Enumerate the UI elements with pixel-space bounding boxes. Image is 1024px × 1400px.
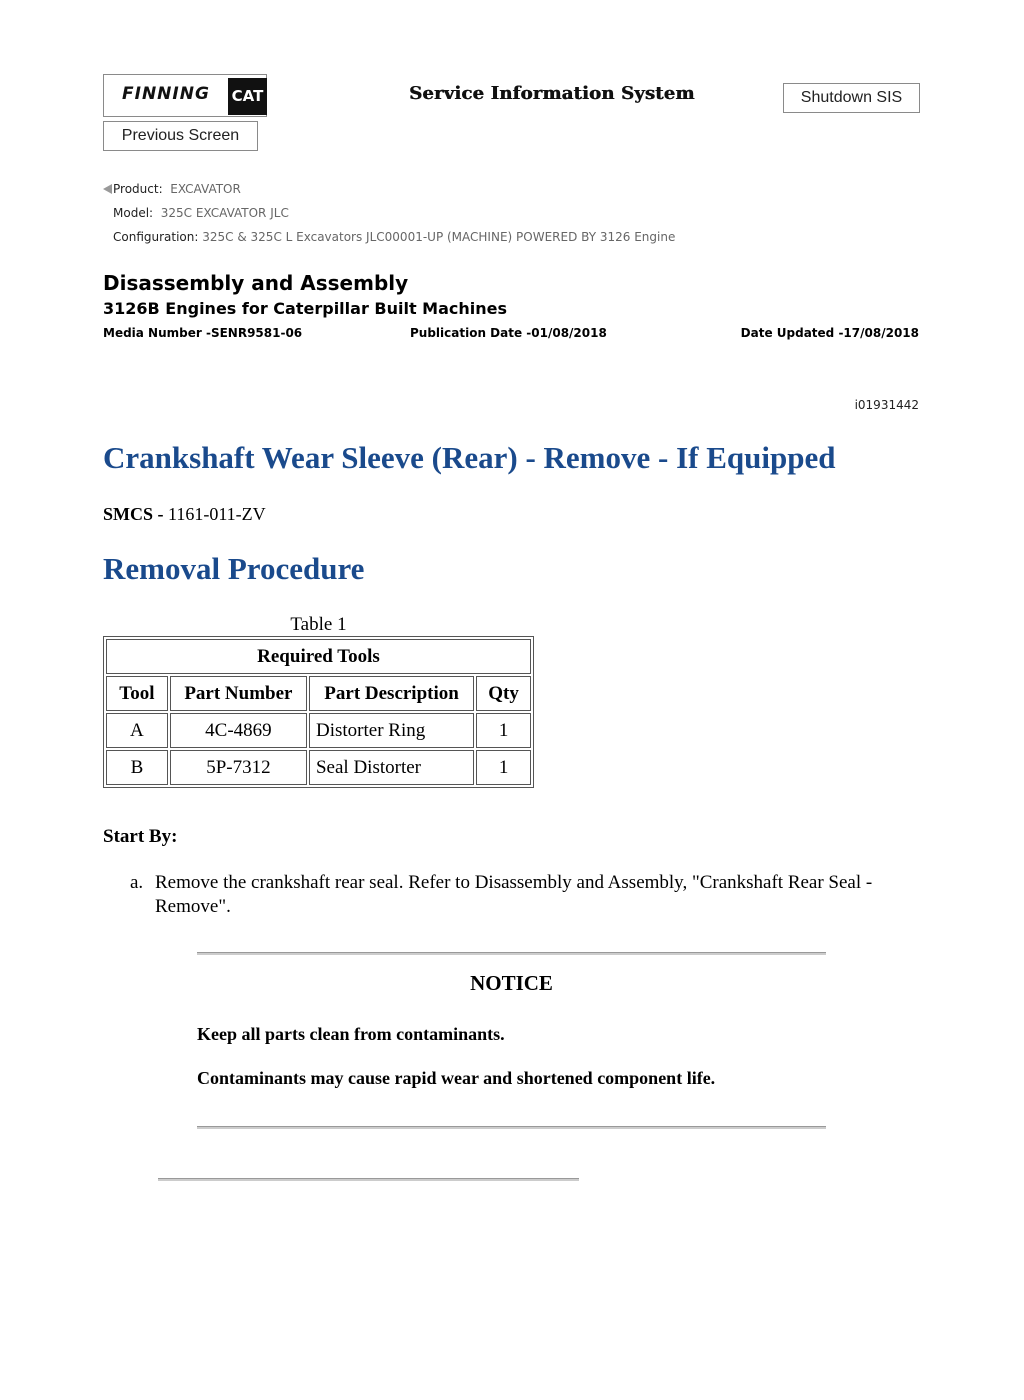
- end-divider: [158, 1178, 579, 1181]
- notice-top-divider: [197, 952, 826, 955]
- column-header: Qty: [476, 676, 531, 711]
- table-header-row: [106, 676, 531, 711]
- required-tools-table: [103, 636, 534, 788]
- table-cell: 5P-7312: [170, 750, 307, 785]
- shutdown-sis-button[interactable]: Shutdown SIS: [783, 83, 920, 113]
- article-heading: Crankshaft Wear Sleeve (Rear) - Remove - If Equipped: [103, 440, 836, 475]
- finning-cat-logo: [103, 74, 267, 117]
- product-label: Product:: [113, 182, 163, 196]
- table-cell: B: [106, 750, 168, 785]
- table-cell: Distorter Ring: [309, 713, 474, 748]
- column-header: Tool: [106, 676, 168, 711]
- finning-logo-text: FINNING: [122, 84, 210, 104]
- section-heading: Removal Procedure: [103, 551, 365, 586]
- table-caption: Table 1: [290, 614, 347, 635]
- list-item: [130, 871, 900, 919]
- model-value: 325C EXCAVATOR JLC: [160, 206, 289, 220]
- start-by-label: Start By:: [103, 826, 178, 847]
- table-row: [106, 750, 531, 785]
- table-cell: 1: [476, 750, 531, 785]
- model-label: Model:: [113, 206, 154, 220]
- smcs-code: [103, 504, 266, 525]
- step-text: Remove the crankshaft rear seal. Refer to Disassembly and Assembly, "Crankshaft Rear Seal - Remove".: [155, 872, 873, 917]
- model-line: [113, 206, 289, 220]
- configuration-value: 325C & 325C L Excavators JLC00001-UP (MACHINE) POWERED BY 3126 Engine: [202, 230, 676, 244]
- publication-date: Publication Date -01/08/2018: [410, 326, 607, 340]
- table-row: [106, 713, 531, 748]
- notice-title: NOTICE: [470, 971, 553, 995]
- sis-title: Service Information System: [409, 83, 695, 104]
- table-title: Required Tools: [106, 639, 531, 674]
- back-arrow-icon[interactable]: [103, 184, 112, 194]
- step-marker: a.: [130, 872, 144, 893]
- date-updated: Date Updated -17/08/2018: [740, 326, 919, 340]
- media-number: Media Number -SENR9581-06: [103, 326, 303, 340]
- table-cell: 4C-4869: [170, 713, 307, 748]
- document-subtitle: 3126B Engines for Caterpillar Built Machines: [103, 299, 508, 318]
- notice-line: Contaminants may cause rapid wear and shortened component life.: [197, 1068, 716, 1088]
- column-header: Part Number: [170, 676, 307, 711]
- document-id: i01931442: [854, 398, 919, 412]
- table-cell: A: [106, 713, 168, 748]
- table-cell: 1: [476, 713, 531, 748]
- previous-screen-button[interactable]: Previous Screen: [103, 121, 258, 151]
- document-title: Disassembly and Assembly: [103, 271, 409, 295]
- table-cell: Seal Distorter: [309, 750, 474, 785]
- configuration-line: [113, 230, 675, 244]
- table-title-row: [106, 639, 531, 674]
- notice-line: Keep all parts clean from contaminants.: [197, 1024, 505, 1044]
- configuration-label: Configuration:: [113, 230, 199, 244]
- notice-bottom-divider: [197, 1126, 826, 1129]
- product-value: EXCAVATOR: [170, 182, 241, 196]
- column-header: Part Description: [309, 676, 474, 711]
- product-line: [103, 182, 241, 196]
- smcs-label: SMCS -: [103, 504, 164, 524]
- smcs-value: 1161-011-ZV: [168, 504, 266, 524]
- cat-logo: CAT: [228, 78, 267, 115]
